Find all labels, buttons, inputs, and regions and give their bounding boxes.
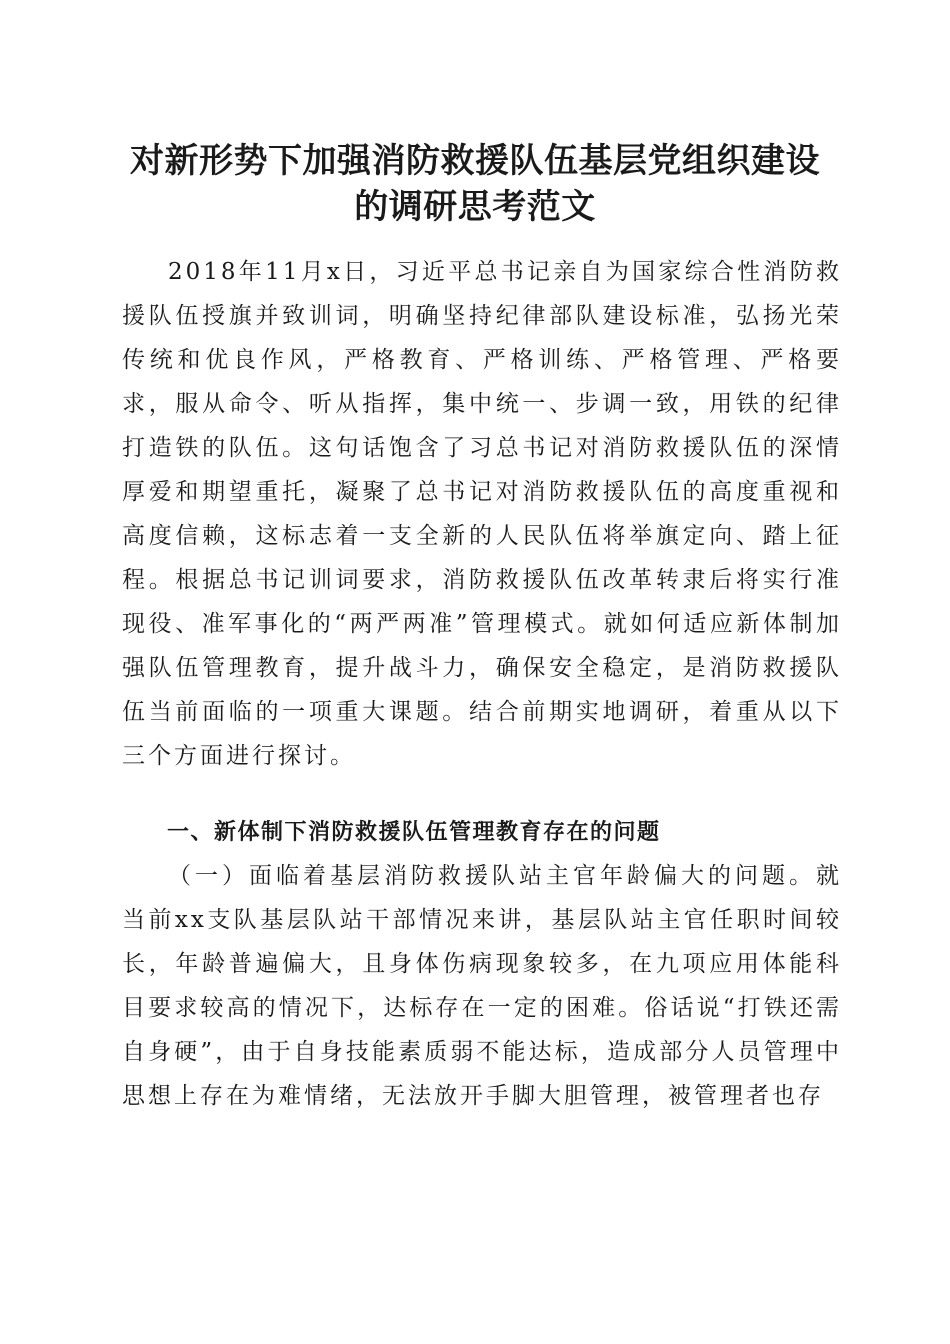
paragraph-intro: 2018年11月x日，习近平总书记亲自为国家综合性消防救援队伍授旗并致训词，明确坚持纪律部队建设标准，弘扬光荣传统和优良作风，严格教育、严格训练、严格管理、严格要求，服从命令、听从指挥，集中统一、步调一致，用铁的纪律打造铁的队伍。这句话饱含了习总书记对消防救援队伍的深情厚爱和期望重托，凝聚了总书记对消防救援队伍的高度重视和高度信赖，这标志着一支全新的人民队伍将举旗定向、踏上征程。根据总书记训词要求，消防救援队伍改革转隶后将实行准现役、准军事化的“两严两准”管理模式。就如何适应新体制加强队伍管理教育，提升战斗力，确保安全稳定，是消防救援队伍当前面临的一项重大课题。结合前期实地调研，着重从以下三个方面进行探讨。	[122, 259, 842, 769]
section-1-body	[122, 854, 842, 1118]
section-heading-1: 一、新体制下消防救援队伍管理教育存在的问题	[167, 820, 661, 845]
intro-section	[122, 250, 842, 778]
document-title-line-2: 的调研思考范文	[354, 187, 596, 227]
paragraph-section-1-item-1: （一）面临着基层消防救援队站主官年龄偏大的问题。就当前xx支队基层队站干部情况来讲，基层队站主官任职时间较长，年龄普遍偏大，且身体伤病现象较多，在九项应用体能科目要求较高的情况下，达标存在一定的困难。俗话说“打铁还需自身硬”，由于自身技能素质弱不能达标，造成部分人员管理中思想上存在为难情绪，无法放开手脚大胆管理，被管理者也存	[122, 863, 842, 1109]
document-title-line-1: 对新形势下加强消防救援队伍基层党组织建设	[130, 141, 820, 181]
